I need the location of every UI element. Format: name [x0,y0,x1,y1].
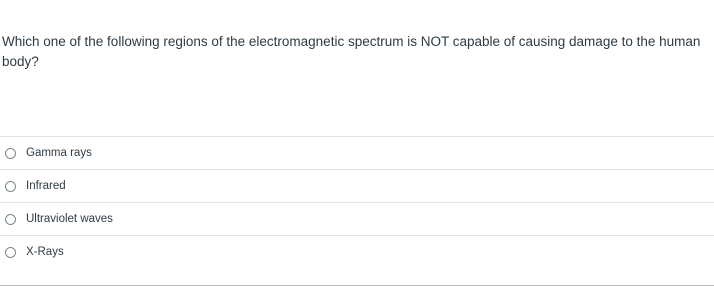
answer-label: X-Rays [26,246,64,258]
answer-label: Ultraviolet waves [26,213,113,225]
bottom-divider [0,285,714,286]
radio-button[interactable] [5,181,16,192]
answer-option-ultraviolet-waves[interactable] [0,202,714,235]
answer-label: Gamma rays [26,147,92,159]
answer-option-x-rays[interactable] [0,235,714,268]
radio-button[interactable] [5,214,16,225]
radio-button[interactable] [5,148,16,159]
answer-list [0,136,714,268]
answer-option-gamma-rays[interactable] [0,136,714,169]
answer-option-infrared[interactable] [0,169,714,202]
radio-button[interactable] [5,247,16,258]
answer-label: Infrared [26,180,66,192]
question-text: Which one of the following regions of the electromagnetic spectrum is NOT capable of causing damage to the human body? [2,34,701,69]
